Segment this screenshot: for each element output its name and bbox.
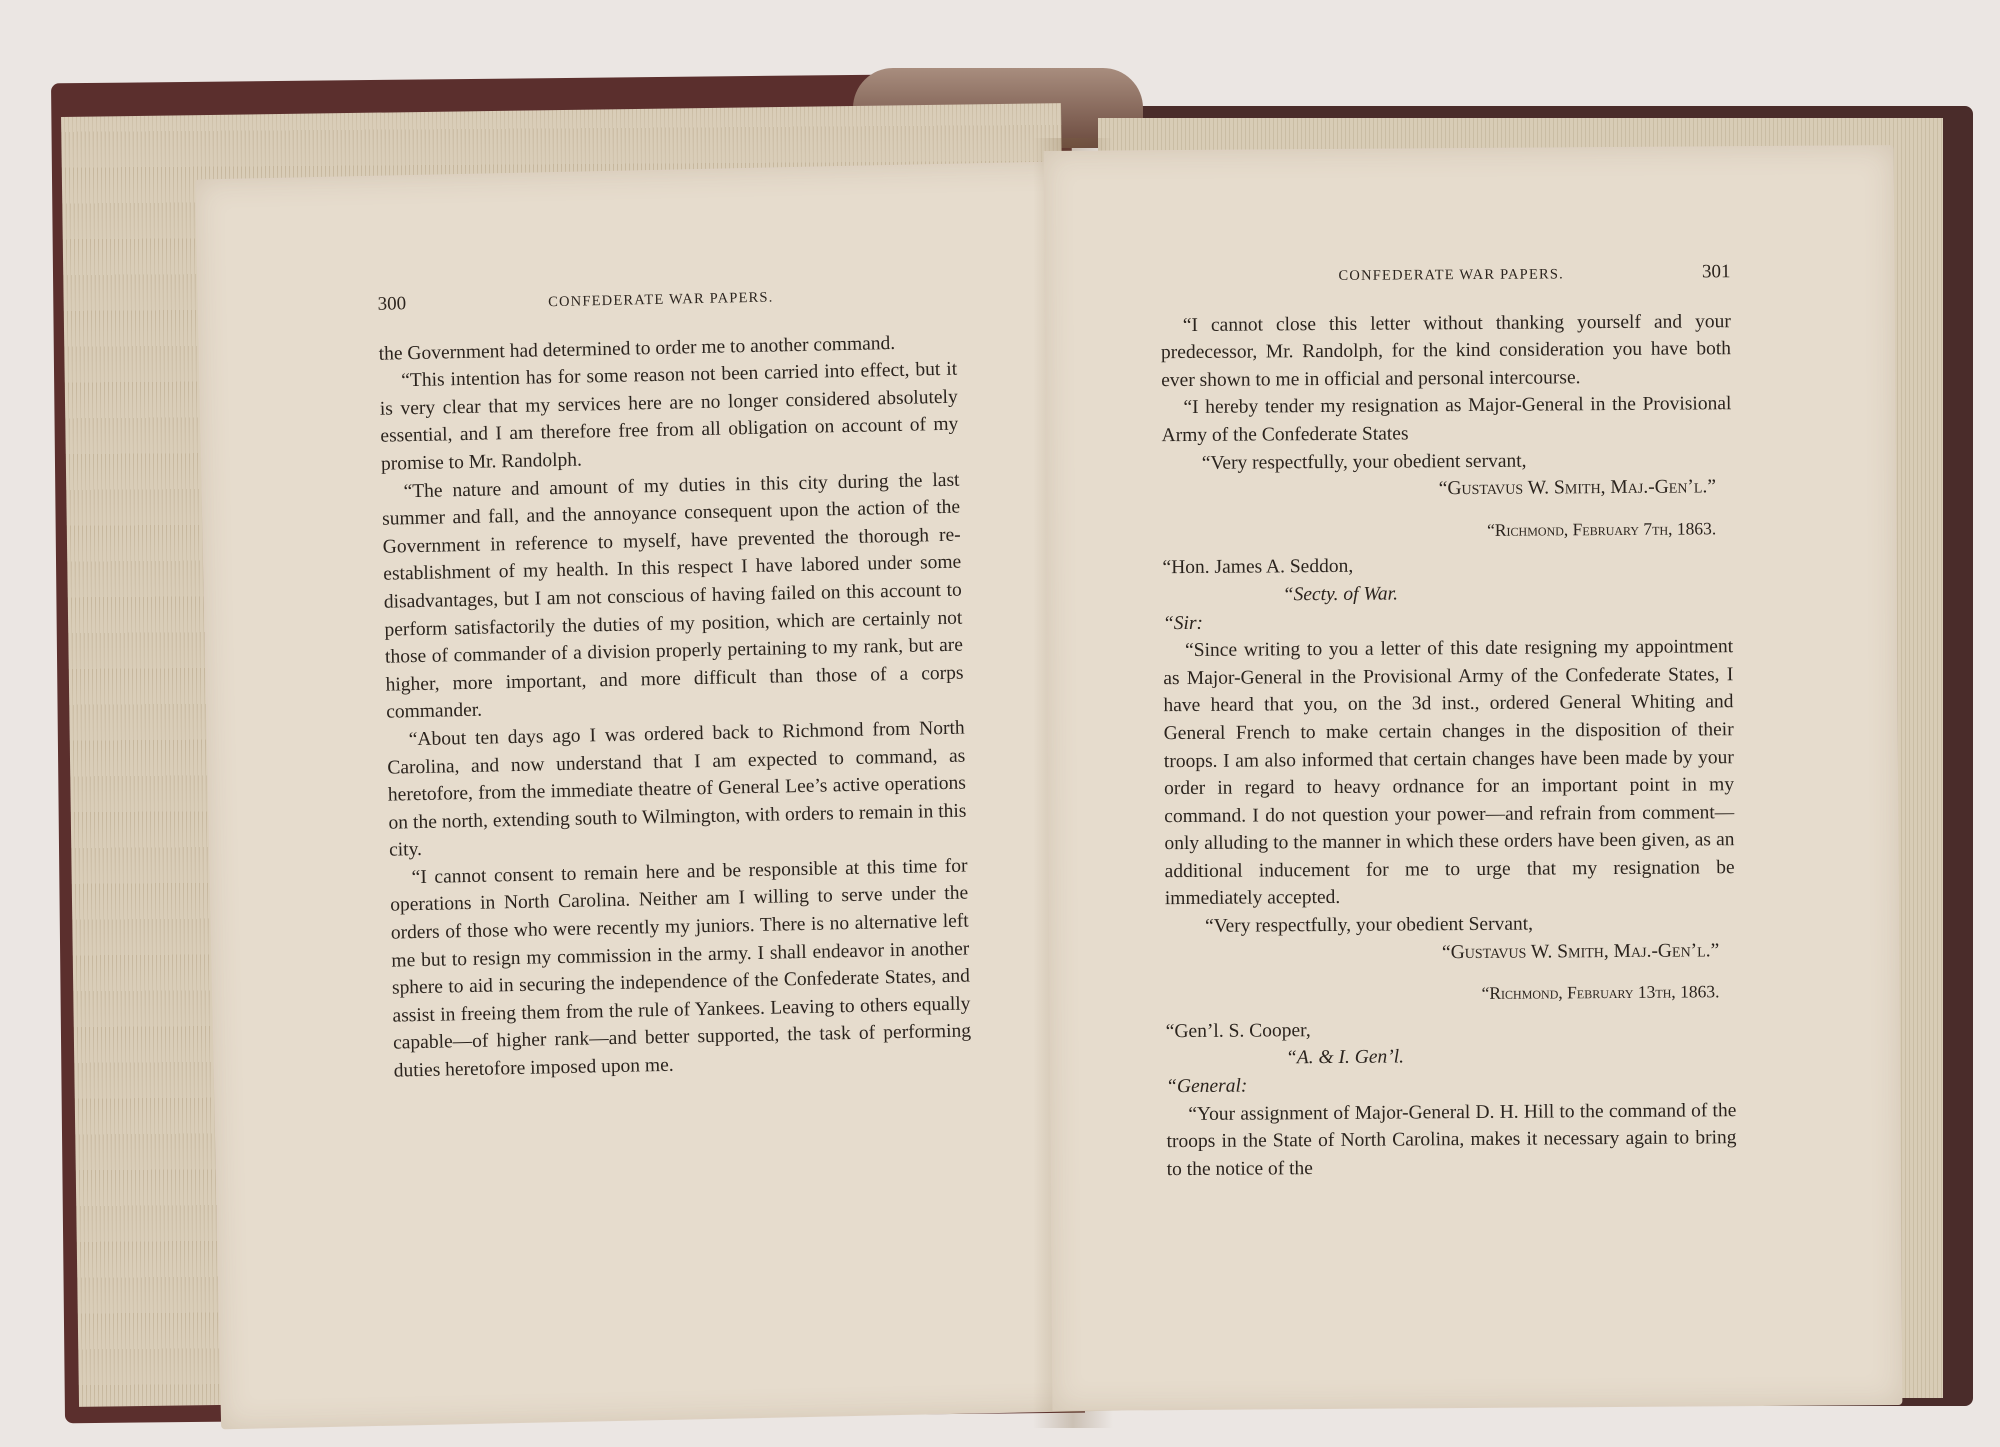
paragraph: the Government had determined to order me to another command.	[378, 332, 896, 365]
letter-addressee-title: “A. & I. Gen’l.	[1285, 1046, 1405, 1069]
letter-dateline: “Richmond, February 7th, 1863.	[1487, 518, 1717, 540]
right-page-text	[1160, 258, 1736, 1183]
letter-signature: “Gustavus W. Smith, Maj.-Gen’l.”	[1441, 939, 1720, 963]
letter-salutation: “Sir:	[1162, 612, 1204, 634]
letter-closing: “Very respectfully, your obedient servant,	[1201, 450, 1527, 474]
paragraph: “The nature and amount of my duties in this city during the last summer and fall, and the annoyance consequent upon the action of the Government in reference to myself, have prevented the thorough re-establishment of my health. In this respect I have labored under some disadvantages, but I am not conscious of having failed on this account to perform satisfactorily the duties of my position, which are certainly not those of commander of a division properly pertaining to my rank, but are higher, more important, and more difficult than those of a corps commander.	[381, 469, 964, 723]
letter-closing: “Very respectfully, your obedient Servant,	[1204, 913, 1534, 937]
left-page-header	[377, 279, 955, 321]
running-head: CONFEDERATE WAR PAPERS.	[548, 289, 774, 311]
paragraph: “I hereby tender my resignation as Major-General in the Provisional Army of the Confederate States	[1161, 393, 1732, 447]
right-page	[1044, 145, 1903, 1411]
left-page	[195, 161, 1121, 1430]
left-page-text	[377, 279, 972, 1086]
running-head: CONFEDERATE WAR PAPERS.	[1338, 266, 1564, 284]
paragraph: “I cannot consent to remain here and be responsible at this time for operations in North Carolina. Neither am I willing to serve under the orders of those who were recently my juniors. There is no alternative left me but to resign my commission in the army. I shall endeavor in another sphere to aid in securing the independence of the Confederate States, and assist in freeing them from the rule of Yankees. Leaving to others equally capable—of higher rank—and better supported, the task of performing duties heretofore imposed upon me.	[390, 855, 972, 1082]
paragraph: “About ten days ago I was ordered back to Richmond from North Carolina, and now understand that I am expected to command, as heretofore, from the immediate theatre of General Lee’s active operations on the north, extending south to Wilmington, with orders to remain in this city.	[387, 717, 967, 861]
letter-dateline: “Richmond, February 13th, 1863.	[1481, 981, 1720, 1004]
right-page-header	[1160, 258, 1730, 292]
paragraph: “This intention has for some reason not been carried into effect, but it is very clear that my services here are no longer considered absolutely essential, and I am therefore free from all obligation on account of my promise to Mr. Randolph.	[379, 358, 959, 475]
letter-addressee: “Hon. James A. Seddon,	[1162, 556, 1354, 579]
paragraph: “I cannot close this letter without thanking yourself and your predecessor, Mr. Randolph, for the kind consideration you have both ever shown to me in official and personal intercourse.	[1160, 310, 1732, 391]
open-book	[58, 78, 1913, 1408]
page-number: 301	[1701, 261, 1731, 283]
letter-addressee: “Gen’l. S. Cooper,	[1165, 1019, 1311, 1042]
letter-salutation: “General:	[1166, 1075, 1248, 1098]
paragraph: “Your assignment of Major-General D. H. Hill to the command of the troops in the State of North Carolina, makes it necessary again to bring to the notice of the	[1166, 1099, 1737, 1180]
page-number: 300	[377, 293, 407, 315]
paragraph: “Since writing to you a letter of this date resigning my appointment as Major-General in the Provisional Army of the Confederate States, I have heard that you, on the 3d inst., ordered General Whiting and General French to make certain changes in the disposition of their troops. I am also informed that certain changes have been made by your order in regard to heavy ordnance for an important point in my command. I do not question your power—and refrain from comment—only alluding to the manner in which these orders have been given, as an additional inducement for me to urge that my resignation be immediately accepted.	[1163, 636, 1735, 910]
letter-addressee-title: “Secty. of War.	[1282, 583, 1398, 606]
letter-signature: “Gustavus W. Smith, Maj.-Gen’l.”	[1438, 476, 1717, 500]
